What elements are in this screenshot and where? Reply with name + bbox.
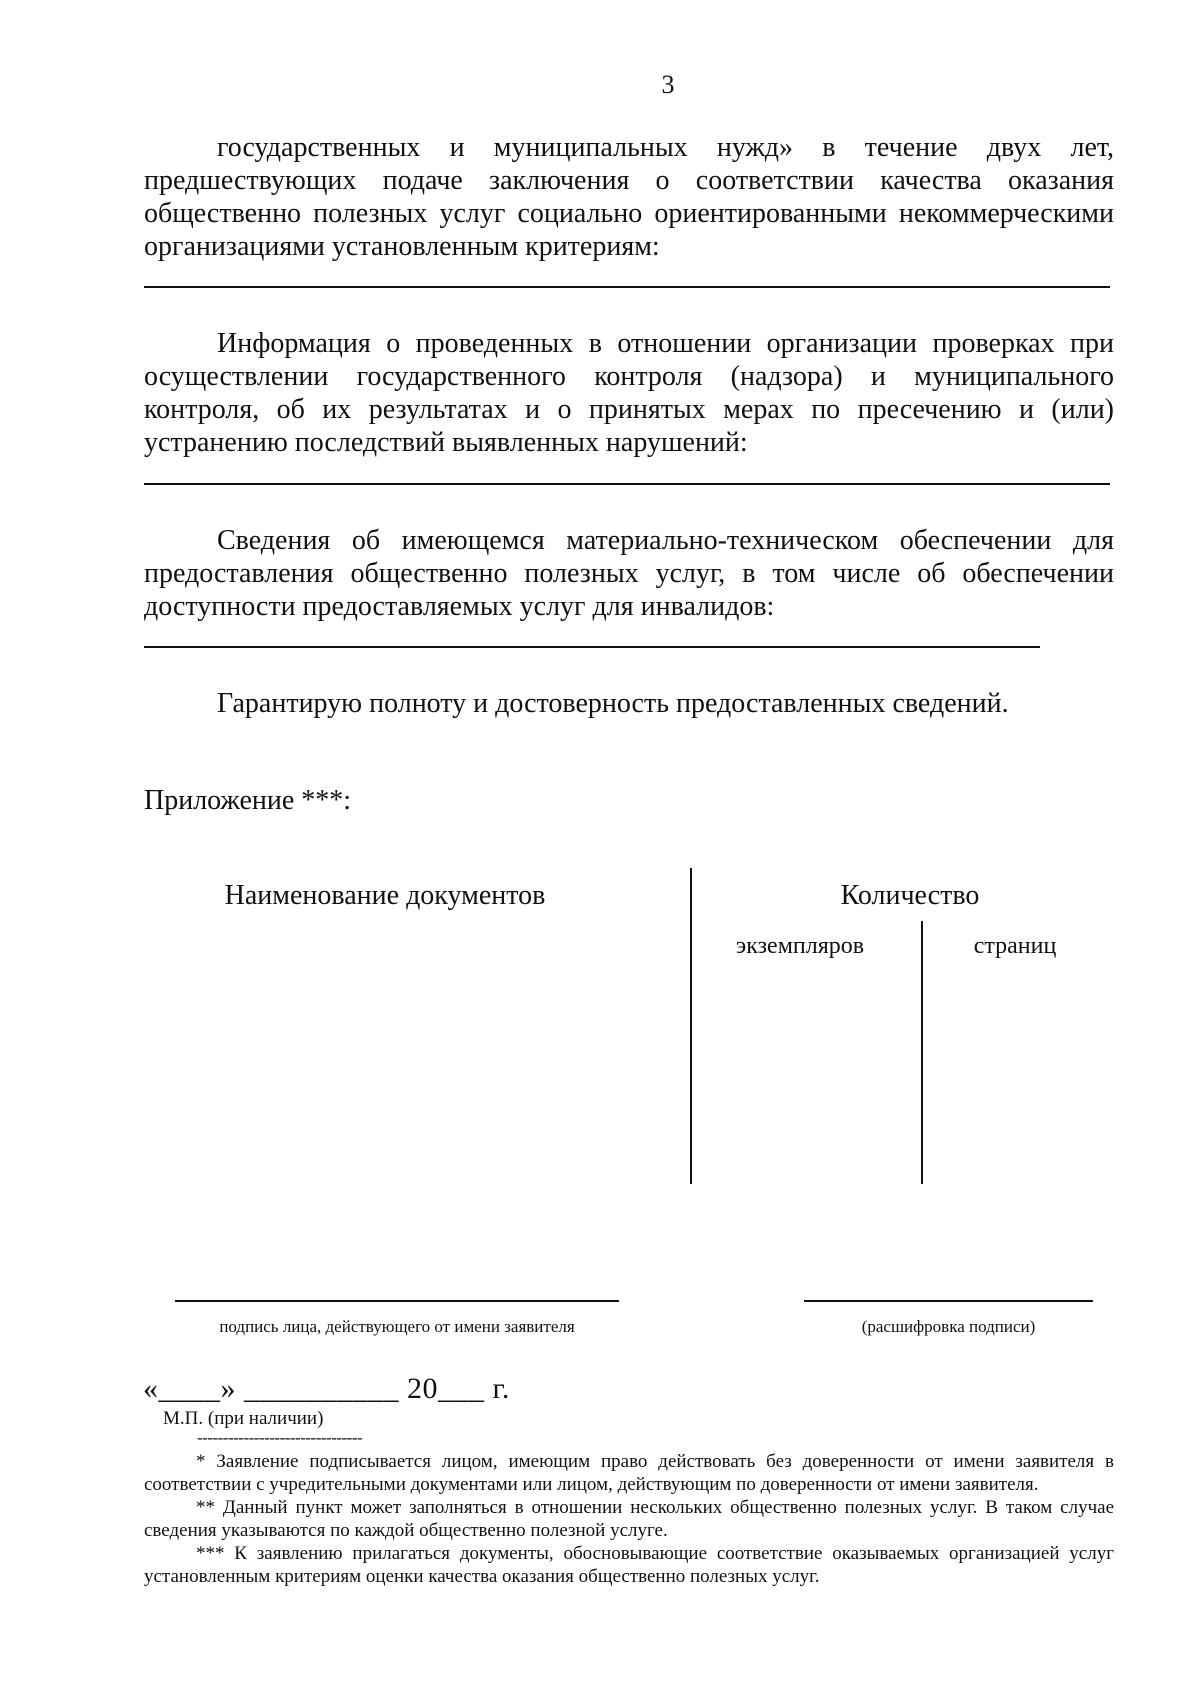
table-divider-quantity [921, 921, 923, 1184]
footnote-3: *** К заявлению прилагаться документы, обосновывающие соответствие оказываемых организацией услуг установленным критериям оценки качества оказания общественно полезных услуг. [144, 1543, 1114, 1587]
table-divider-main [690, 868, 692, 1184]
signature-decoding-line[interactable] [804, 1300, 1093, 1302]
table-header-documents: Наименование документов [224, 880, 546, 911]
footnote-2: ** Данный пункт может заполняться в отношении нескольких общественно полезных услуг. В таком случае сведения указываются по каждой общественно полезной услуге. [144, 1497, 1114, 1541]
page-number: 3 [661, 70, 675, 99]
answer-line-1[interactable] [144, 286, 1110, 288]
paragraph-material-support-info: Сведения об имеющемся материально-техническом обеспечении для предоставления общественно полезных услуг, в том числе об обеспечении доступности предоставляемых услуг для инвалидов: [144, 525, 1114, 622]
stamp-note: М.П. (при наличии) [163, 1408, 324, 1429]
table-subheader-copies: экземпляров [735, 933, 865, 959]
signature-line[interactable] [175, 1300, 619, 1302]
date-field[interactable]: «____» __________ 20___ г. [143, 1372, 510, 1405]
paragraph-procurement-info: государственных и муниципальных нужд» в течение двух лет, предшествующих подаче заключения о соответствии качества оказания общественно полезных услуг социально ориентированными некоммерческими организациями установленным критериям: [144, 132, 1114, 262]
footnote-1: * Заявление подписывается лицом, имеющим право действовать без доверенности от имени заявителя в соответствии с учредительными документами или лицом, действующим по доверенности от имени заявителя. [144, 1451, 1114, 1495]
answer-line-2[interactable] [144, 483, 1110, 485]
table-subheader-pages: страниц [973, 933, 1057, 959]
answer-line-3[interactable] [144, 646, 1040, 648]
table-header-quantity: Количество [840, 880, 980, 911]
signature-decoding-caption: (расшифровка подписи) [861, 1317, 1036, 1336]
paragraph-inspections-info: Информация о проведенных в отношении организации проверках при осуществлении государственного контроля (надзора) и муниципального контроля, об их результатах и о принятых мерах по пресечению и (или) устранению последствий выявленных нарушений: [144, 328, 1114, 458]
guarantee-statement: Гарантирую полноту и достоверность предоставленных сведений. [217, 688, 1009, 719]
appendix-heading: Приложение ***: [144, 785, 352, 816]
footnote-separator: -------------------------------- [197, 1428, 363, 1447]
signature-caption: подпись лица, действующего от имени заявителя [219, 1317, 575, 1336]
